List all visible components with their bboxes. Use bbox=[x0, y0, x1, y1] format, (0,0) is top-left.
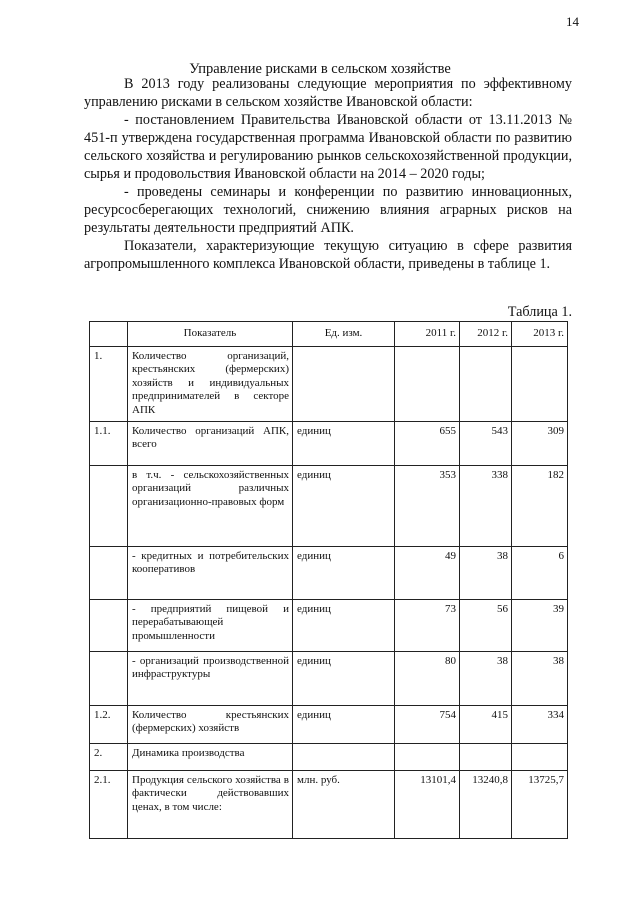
row-2012: 338 bbox=[460, 466, 512, 547]
table-row bbox=[90, 422, 568, 466]
table-row bbox=[90, 771, 568, 839]
row-num bbox=[90, 600, 128, 652]
row-unit: единиц bbox=[293, 547, 395, 600]
row-num bbox=[90, 652, 128, 706]
header-2011: 2011 г. bbox=[395, 322, 460, 347]
header-num bbox=[90, 322, 128, 347]
indicators-table bbox=[89, 321, 568, 839]
row-2013: 38 bbox=[512, 652, 568, 706]
row-2012: 38 bbox=[460, 652, 512, 706]
row-2012 bbox=[460, 744, 512, 771]
header-2012: 2012 г. bbox=[460, 322, 512, 347]
table-row bbox=[90, 600, 568, 652]
row-2011: 754 bbox=[395, 706, 460, 744]
table-row bbox=[90, 466, 568, 547]
row-indicator: - организаций производственной инфраструктуры bbox=[128, 652, 293, 706]
row-num: 1.1. bbox=[90, 422, 128, 466]
row-indicator: - кредитных и потребительских кооперативов bbox=[128, 547, 293, 600]
paragraph-resolution: - постановлением Правительства Ивановской области от 13.11.2013 № 451-п утверждена государственная программа Ивановской области по развитию сельского хозяйства и регулированию рынков сельскохозяйственной продукции, сырья и продовольствия Ивановской области на 2014 – 2020 годы; bbox=[84, 112, 572, 182]
row-2011: 13101,4 bbox=[395, 771, 460, 839]
row-2013: 6 bbox=[512, 547, 568, 600]
body-text bbox=[84, 75, 572, 273]
row-2013: 39 bbox=[512, 600, 568, 652]
row-2011: 49 bbox=[395, 547, 460, 600]
row-num: 1.2. bbox=[90, 706, 128, 744]
row-2012: 543 bbox=[460, 422, 512, 466]
row-2013: 13725,7 bbox=[512, 771, 568, 839]
table-row bbox=[90, 706, 568, 744]
row-2012: 56 bbox=[460, 600, 512, 652]
paragraph-seminars: - проведены семинары и конференции по развитию инновационных, ресурсосберегающих технологий, снижению влияния аграрных рисков на результаты деятельности предприятий АПК. bbox=[84, 184, 572, 236]
row-2011: 655 bbox=[395, 422, 460, 466]
table-caption: Таблица 1. bbox=[507, 304, 572, 320]
row-indicator: в т.ч. - сельскохозяйственных организаций различных организационно-правовых форм bbox=[128, 466, 293, 547]
row-2012: 38 bbox=[460, 547, 512, 600]
row-2013 bbox=[512, 744, 568, 771]
row-unit bbox=[293, 347, 395, 422]
row-unit: единиц bbox=[293, 706, 395, 744]
section-title: Управление рисками в сельском хозяйстве bbox=[189, 61, 451, 77]
row-indicator: Количество организаций АПК, всего bbox=[128, 422, 293, 466]
row-unit bbox=[293, 744, 395, 771]
header-2013: 2013 г. bbox=[512, 322, 568, 347]
row-2013: 334 bbox=[512, 706, 568, 744]
table-header-row bbox=[90, 322, 568, 347]
row-unit: единиц bbox=[293, 652, 395, 706]
row-2012 bbox=[460, 347, 512, 422]
row-2012: 13240,8 bbox=[460, 771, 512, 839]
table-row bbox=[90, 652, 568, 706]
row-2013: 309 bbox=[512, 422, 568, 466]
row-2011: 353 bbox=[395, 466, 460, 547]
table-row bbox=[90, 347, 568, 422]
row-num: 2. bbox=[90, 744, 128, 771]
row-indicator: Продукция сельского хозяйства в фактически действовавших ценах, в том числе: bbox=[128, 771, 293, 839]
table-row bbox=[90, 547, 568, 600]
row-indicator: - предприятий пищевой и перерабатывающей промышленности bbox=[128, 600, 293, 652]
row-unit: млн. руб. bbox=[293, 771, 395, 839]
row-num bbox=[90, 466, 128, 547]
header-indicator: Показатель bbox=[128, 322, 293, 347]
row-num bbox=[90, 547, 128, 600]
paragraph-indicators: Показатели, характеризующие текущую ситуацию в сфере развития агропромышленного комплекса Ивановской области, приведены в таблице 1. bbox=[84, 238, 572, 272]
row-indicator: Количество крестьянских (фермерских) хозяйств bbox=[128, 706, 293, 744]
row-2013 bbox=[512, 347, 568, 422]
row-2012: 415 bbox=[460, 706, 512, 744]
row-unit: единиц bbox=[293, 422, 395, 466]
row-2011: 73 bbox=[395, 600, 460, 652]
paragraph-intro: В 2013 году реализованы следующие мероприятия по эффективному управлению рисками в сельском хозяйстве Ивановской области: bbox=[84, 76, 572, 110]
row-num: 1. bbox=[90, 347, 128, 422]
row-unit: единиц bbox=[293, 466, 395, 547]
row-num: 2.1. bbox=[90, 771, 128, 839]
row-2011 bbox=[395, 744, 460, 771]
row-indicator: Динамика производства bbox=[128, 744, 293, 771]
table-row bbox=[90, 744, 568, 771]
row-2013: 182 bbox=[512, 466, 568, 547]
row-indicator: Количество организаций, крестьянских (фермерских) хозяйств и индивидуальных предпринимателей в секторе АПК bbox=[128, 347, 293, 422]
header-unit: Ед. изм. bbox=[293, 322, 395, 347]
page-number: 14 bbox=[566, 14, 579, 29]
row-unit: единиц bbox=[293, 600, 395, 652]
row-2011: 80 bbox=[395, 652, 460, 706]
row-2011 bbox=[395, 347, 460, 422]
